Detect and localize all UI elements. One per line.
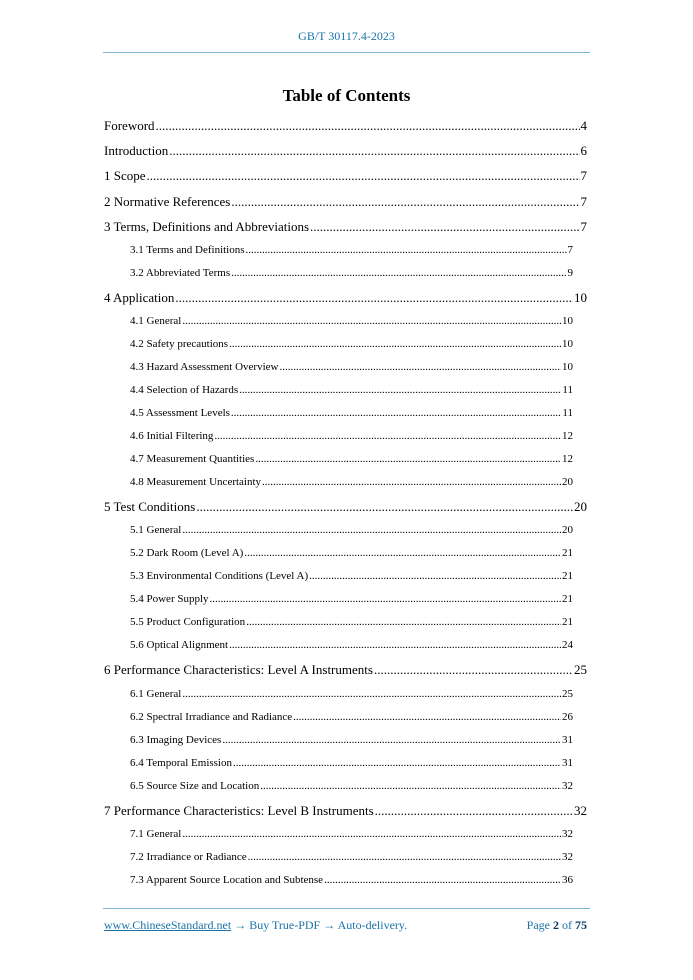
arrow-icon: → bbox=[234, 918, 247, 932]
toc-entry-label: 6 Performance Characteristics: Level A Instruments bbox=[104, 662, 373, 678]
toc-entry[interactable] bbox=[104, 168, 587, 193]
toc-entry-label: 6.3 Imaging Devices bbox=[130, 733, 222, 746]
toc-subentry[interactable] bbox=[104, 828, 573, 851]
toc-entry-label: 6.5 Source Size and Location bbox=[130, 779, 260, 792]
dot-leader bbox=[229, 639, 561, 651]
toc-subentry[interactable] bbox=[104, 338, 573, 361]
toc-entry-page: 25 bbox=[562, 687, 573, 700]
toc-subentry[interactable] bbox=[104, 547, 573, 570]
toc-entry-label: 4.3 Hazard Assessment Overview bbox=[130, 361, 279, 374]
page-prefix: Page bbox=[526, 918, 550, 932]
toc-entry-label: 6.2 Spectral Irradiance and Radiance bbox=[130, 710, 293, 723]
toc-entry-page: 20 bbox=[562, 476, 573, 489]
toc-subentry[interactable] bbox=[104, 315, 573, 338]
toc-entry-label: 4.1 General bbox=[130, 315, 182, 328]
toc-subentry[interactable] bbox=[104, 593, 573, 616]
toc-entry-label: 4.7 Measurement Quantities bbox=[130, 453, 255, 466]
toc-subentry[interactable] bbox=[104, 476, 573, 499]
toc-entry-label: Introduction bbox=[104, 143, 169, 159]
toc-entry-label: 7.2 Irradiance or Radiance bbox=[130, 850, 247, 863]
dot-leader bbox=[262, 476, 561, 488]
toc-entry-label: 7.3 Apparent Source Location and Subtense bbox=[130, 873, 324, 886]
toc-entry-page: 21 bbox=[562, 570, 573, 583]
toc-subentry[interactable] bbox=[104, 430, 573, 453]
toc-entry-label: 5.1 General bbox=[130, 524, 182, 537]
toc-entry-label: 5.4 Power Supply bbox=[130, 593, 209, 606]
toc-entry-page: 20 bbox=[562, 524, 573, 537]
toc-entry-page: 12 bbox=[562, 453, 573, 466]
toc-entry-label: 4.8 Measurement Uncertainty bbox=[130, 476, 262, 489]
dot-leader bbox=[248, 851, 561, 863]
toc-entry-page: 7 bbox=[580, 218, 587, 234]
toc-subentry[interactable] bbox=[104, 361, 573, 384]
toc-subentry[interactable] bbox=[104, 244, 573, 267]
toc-entry-label: 3 Terms, Definitions and Abbreviations bbox=[104, 218, 310, 234]
toc-entry-page: 10 bbox=[562, 338, 573, 351]
dot-leader bbox=[182, 688, 561, 700]
toc-entry-label: 3.2 Abbreviated Terms bbox=[130, 266, 231, 279]
toc-entry-label: 4.5 Assessment Levels bbox=[130, 407, 230, 420]
toc-entry-page: 31 bbox=[562, 756, 573, 769]
toc-subentry[interactable] bbox=[104, 851, 573, 874]
toc-entry-page: 32 bbox=[562, 779, 573, 792]
table-of-contents bbox=[104, 118, 587, 897]
toc-subentry[interactable] bbox=[104, 384, 573, 407]
toc-subentry[interactable] bbox=[104, 639, 573, 662]
toc-subentry[interactable] bbox=[104, 524, 573, 547]
toc-entry-page: 10 bbox=[574, 289, 587, 305]
dot-leader bbox=[375, 803, 573, 819]
footer-divider bbox=[103, 908, 590, 909]
toc-entry-page: 21 bbox=[562, 616, 573, 629]
dot-leader bbox=[182, 315, 561, 327]
page-title: Table of Contents bbox=[282, 86, 411, 105]
toc-entry-page: 10 bbox=[562, 361, 573, 374]
toc-subentry[interactable] bbox=[104, 780, 573, 803]
dot-leader bbox=[293, 711, 561, 723]
toc-entry-page: 21 bbox=[562, 593, 573, 606]
toc-entry[interactable] bbox=[104, 118, 587, 143]
toc-entry-page: 9 bbox=[567, 266, 573, 279]
toc-subentry[interactable] bbox=[104, 616, 573, 639]
dot-leader bbox=[229, 338, 561, 350]
toc-entry-page: 32 bbox=[562, 850, 573, 863]
toc-entry[interactable] bbox=[104, 499, 587, 524]
toc-entry-page: 26 bbox=[562, 710, 573, 723]
toc-entry-page: 21 bbox=[562, 547, 573, 560]
toc-entry-page: 32 bbox=[574, 802, 587, 818]
toc-entry-page: 7 bbox=[580, 193, 587, 209]
dot-leader bbox=[374, 662, 573, 678]
page-current: 2 bbox=[553, 918, 559, 932]
dot-leader bbox=[222, 734, 561, 746]
dot-leader bbox=[231, 194, 579, 210]
dot-leader bbox=[246, 616, 561, 628]
dot-leader bbox=[147, 168, 580, 184]
toc-entry-label: 5.6 Optical Alignment bbox=[130, 639, 229, 652]
toc-entry-page: 11 bbox=[562, 407, 573, 420]
auto-delivery-text: Auto-delivery. bbox=[337, 918, 408, 932]
dot-leader bbox=[279, 361, 561, 373]
page-total: 75 bbox=[575, 918, 587, 932]
toc-entry-page: 25 bbox=[574, 662, 587, 678]
page-header bbox=[0, 29, 693, 44]
toc-entry-label: 4.4 Selection of Hazards bbox=[130, 384, 239, 397]
toc-subentry[interactable] bbox=[104, 688, 573, 711]
toc-entry-page: 4 bbox=[580, 118, 587, 133]
toc-entry-page: 24 bbox=[562, 639, 573, 652]
toc-entry-label: 5.2 Dark Room (Level A) bbox=[130, 547, 244, 560]
toc-entry-label: 4 Application bbox=[104, 289, 175, 305]
toc-entry-page: 32 bbox=[562, 827, 573, 840]
website-link[interactable]: www.ChineseStandard.net bbox=[104, 918, 232, 932]
toc-subentry[interactable] bbox=[104, 734, 573, 757]
dot-leader bbox=[324, 874, 561, 886]
toc-entry-label: 4.2 Safety precautions bbox=[130, 338, 229, 351]
dot-leader bbox=[244, 547, 561, 559]
toc-entry-label: 7 Performance Characteristics: Level B Instruments bbox=[104, 802, 374, 818]
dot-leader bbox=[214, 430, 561, 442]
dot-leader bbox=[182, 828, 561, 840]
toc-subentry[interactable] bbox=[104, 453, 573, 476]
toc-entry-label: 6.4 Temporal Emission bbox=[130, 756, 232, 769]
toc-entry-label: 6.1 General bbox=[130, 687, 182, 700]
dot-leader bbox=[196, 499, 573, 515]
toc-entry-page: 10 bbox=[562, 315, 573, 328]
toc-entry-page: 31 bbox=[562, 733, 573, 746]
toc-entry-page: 12 bbox=[562, 430, 573, 443]
dot-leader bbox=[260, 780, 561, 792]
toc-subentry[interactable] bbox=[104, 407, 573, 430]
footer-promo bbox=[104, 918, 407, 933]
buy-pdf-link[interactable]: Buy True-PDF bbox=[249, 918, 321, 932]
toc-entry-label: 5.5 Product Configuration bbox=[130, 616, 246, 629]
toc-entry-page: 20 bbox=[574, 499, 587, 515]
toc-entry-label: 7.1 General bbox=[130, 827, 182, 840]
toc-entry-page: 7 bbox=[567, 243, 573, 256]
dot-leader bbox=[239, 384, 561, 396]
toc-entry[interactable] bbox=[104, 290, 587, 315]
toc-subentry[interactable] bbox=[104, 570, 573, 593]
dot-leader bbox=[231, 267, 566, 279]
dot-leader bbox=[255, 453, 561, 465]
toc-subentry[interactable] bbox=[104, 711, 573, 734]
toc-entry-page: 36 bbox=[562, 873, 573, 886]
toc-entry-label: Foreword bbox=[104, 118, 155, 133]
dot-leader bbox=[169, 143, 579, 159]
toc-entry[interactable] bbox=[104, 219, 587, 244]
toc-entry-page: 7 bbox=[580, 168, 587, 184]
dot-leader bbox=[233, 757, 561, 769]
toc-entry-label: 2 Normative References bbox=[104, 193, 231, 209]
toc-subentry[interactable] bbox=[104, 267, 573, 290]
toc-entry-label: 5.3 Environmental Conditions (Level A) bbox=[130, 570, 309, 583]
toc-entry[interactable] bbox=[104, 143, 587, 168]
dot-leader bbox=[246, 244, 567, 256]
dot-leader bbox=[309, 570, 561, 582]
toc-entry-label: 1 Scope bbox=[104, 168, 146, 184]
dot-leader bbox=[310, 219, 579, 235]
toc-entry-label: 3.1 Terms and Definitions bbox=[130, 243, 245, 256]
dot-leader bbox=[175, 290, 573, 306]
toc-entry[interactable] bbox=[104, 803, 587, 828]
toc-entry-label: 5 Test Conditions bbox=[104, 499, 196, 515]
dot-leader bbox=[182, 524, 561, 536]
toc-subentry[interactable] bbox=[104, 874, 573, 897]
dot-leader bbox=[156, 118, 580, 134]
toc-entry-page: 11 bbox=[562, 384, 573, 397]
page-number bbox=[527, 918, 587, 933]
document-id: GB/T 30117.4-2023 bbox=[298, 29, 395, 43]
dot-leader bbox=[231, 407, 561, 419]
page-of: of bbox=[562, 918, 572, 932]
toc-entry-page: 6 bbox=[580, 143, 587, 159]
arrow-icon: → bbox=[323, 918, 336, 932]
toc-entry[interactable] bbox=[104, 662, 587, 687]
toc-entry[interactable] bbox=[104, 194, 587, 219]
header-divider bbox=[103, 52, 590, 53]
dot-leader bbox=[210, 593, 561, 605]
toc-subentry[interactable] bbox=[104, 757, 573, 780]
toc-entry-label: 4.6 Initial Filtering bbox=[130, 430, 214, 443]
